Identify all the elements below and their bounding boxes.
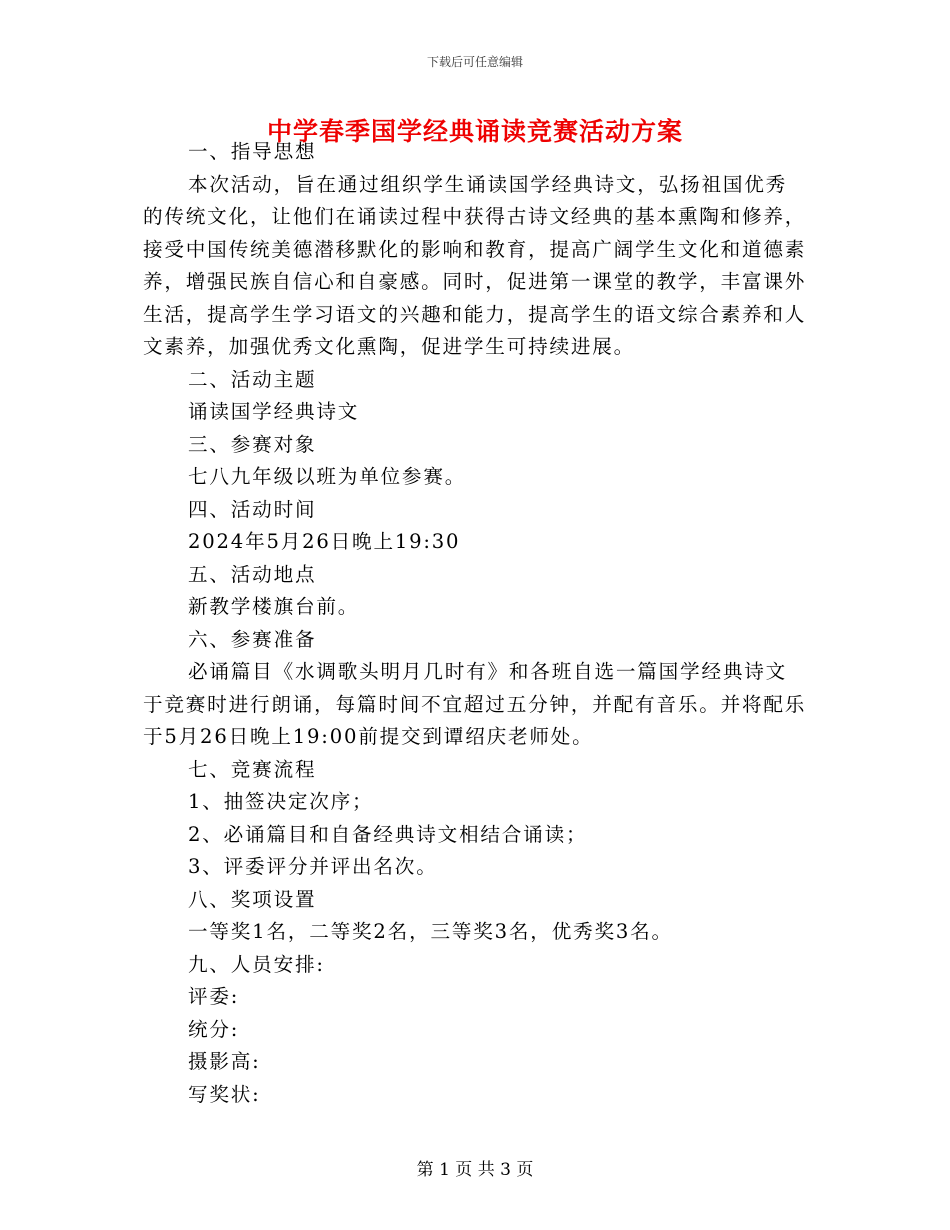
paragraph-theme: 诵读国学经典诗文 <box>188 400 360 423</box>
staff-scoring: 统分: <box>188 1017 240 1041</box>
document-title: 中学春季国学经典诵读竞赛活动方案 <box>266 117 683 146</box>
staff-photography: 摄影高: <box>188 1050 261 1073</box>
section-heading-7: 七、竞赛流程 <box>188 757 317 781</box>
list-item-process-1: 1、抽签决定次序； <box>188 790 374 813</box>
paragraph-awards: 一等奖1名，二等奖2名，三等奖3名，优秀奖3名。 <box>188 920 673 943</box>
section-heading-5: 五、活动地点 <box>188 562 317 586</box>
list-item-process-2: 2、必诵篇目和自备经典诗文相结合诵读； <box>188 822 588 846</box>
paragraph-time: 2024年5月26日晚上19:30 <box>188 530 461 553</box>
paragraph-location: 新教学楼旗台前。 <box>188 595 360 618</box>
section-heading-6: 六、参赛准备 <box>188 627 317 651</box>
paragraph-participants: 七八九年级以班为单位参赛。 <box>188 465 467 488</box>
page-number: 第 1 页 共 3 页 <box>416 1160 534 1180</box>
section-heading-8: 八、奖项设置 <box>188 887 317 911</box>
section-heading-9: 九、人员安排: <box>188 952 325 976</box>
section-heading-1: 一、指导思想 <box>188 140 317 163</box>
section-heading-4: 四、活动时间 <box>188 497 317 521</box>
staff-judges: 评委: <box>188 985 240 1008</box>
page-header-note: 下载后可任意编辑 <box>426 55 523 69</box>
section-heading-3: 三、参赛对象 <box>188 432 317 456</box>
list-item-process-3: 3、评委评分并评出名次。 <box>188 855 438 878</box>
paragraph-purpose: 本次活动，旨在通过组织学生诵读国学经典诗文，弘扬祖国优秀的传统文化，让他们在诵读过程中获得古诗文经典的基本熏陶和修养，接受中国传统美德潜移默化的影响和教育，提高广阔学生文化和道德素养，增强民族自信心和自豪感。同时，促进第一课堂的教学，丰富课外生活，提高学生学习语文的兴趣和能力，提高学生的语文综合素养和人文素养，加强优秀文化熏陶，促进学生可持续进展。 <box>143 172 807 358</box>
paragraph-preparation: 必诵篇目《水调歌头明月几时有》和各班自选一篇国学经典诗文于竞赛时进行朗诵，每篇时间不宜超过五分钟，并配有音乐。并将配乐于5月26日晚上19:00前提交到谭绍庆老师处。 <box>143 660 807 748</box>
staff-certificates: 写奖状: <box>188 1082 261 1106</box>
document-body <box>143 136 808 1111</box>
section-heading-2: 二、活动主题 <box>188 367 317 391</box>
